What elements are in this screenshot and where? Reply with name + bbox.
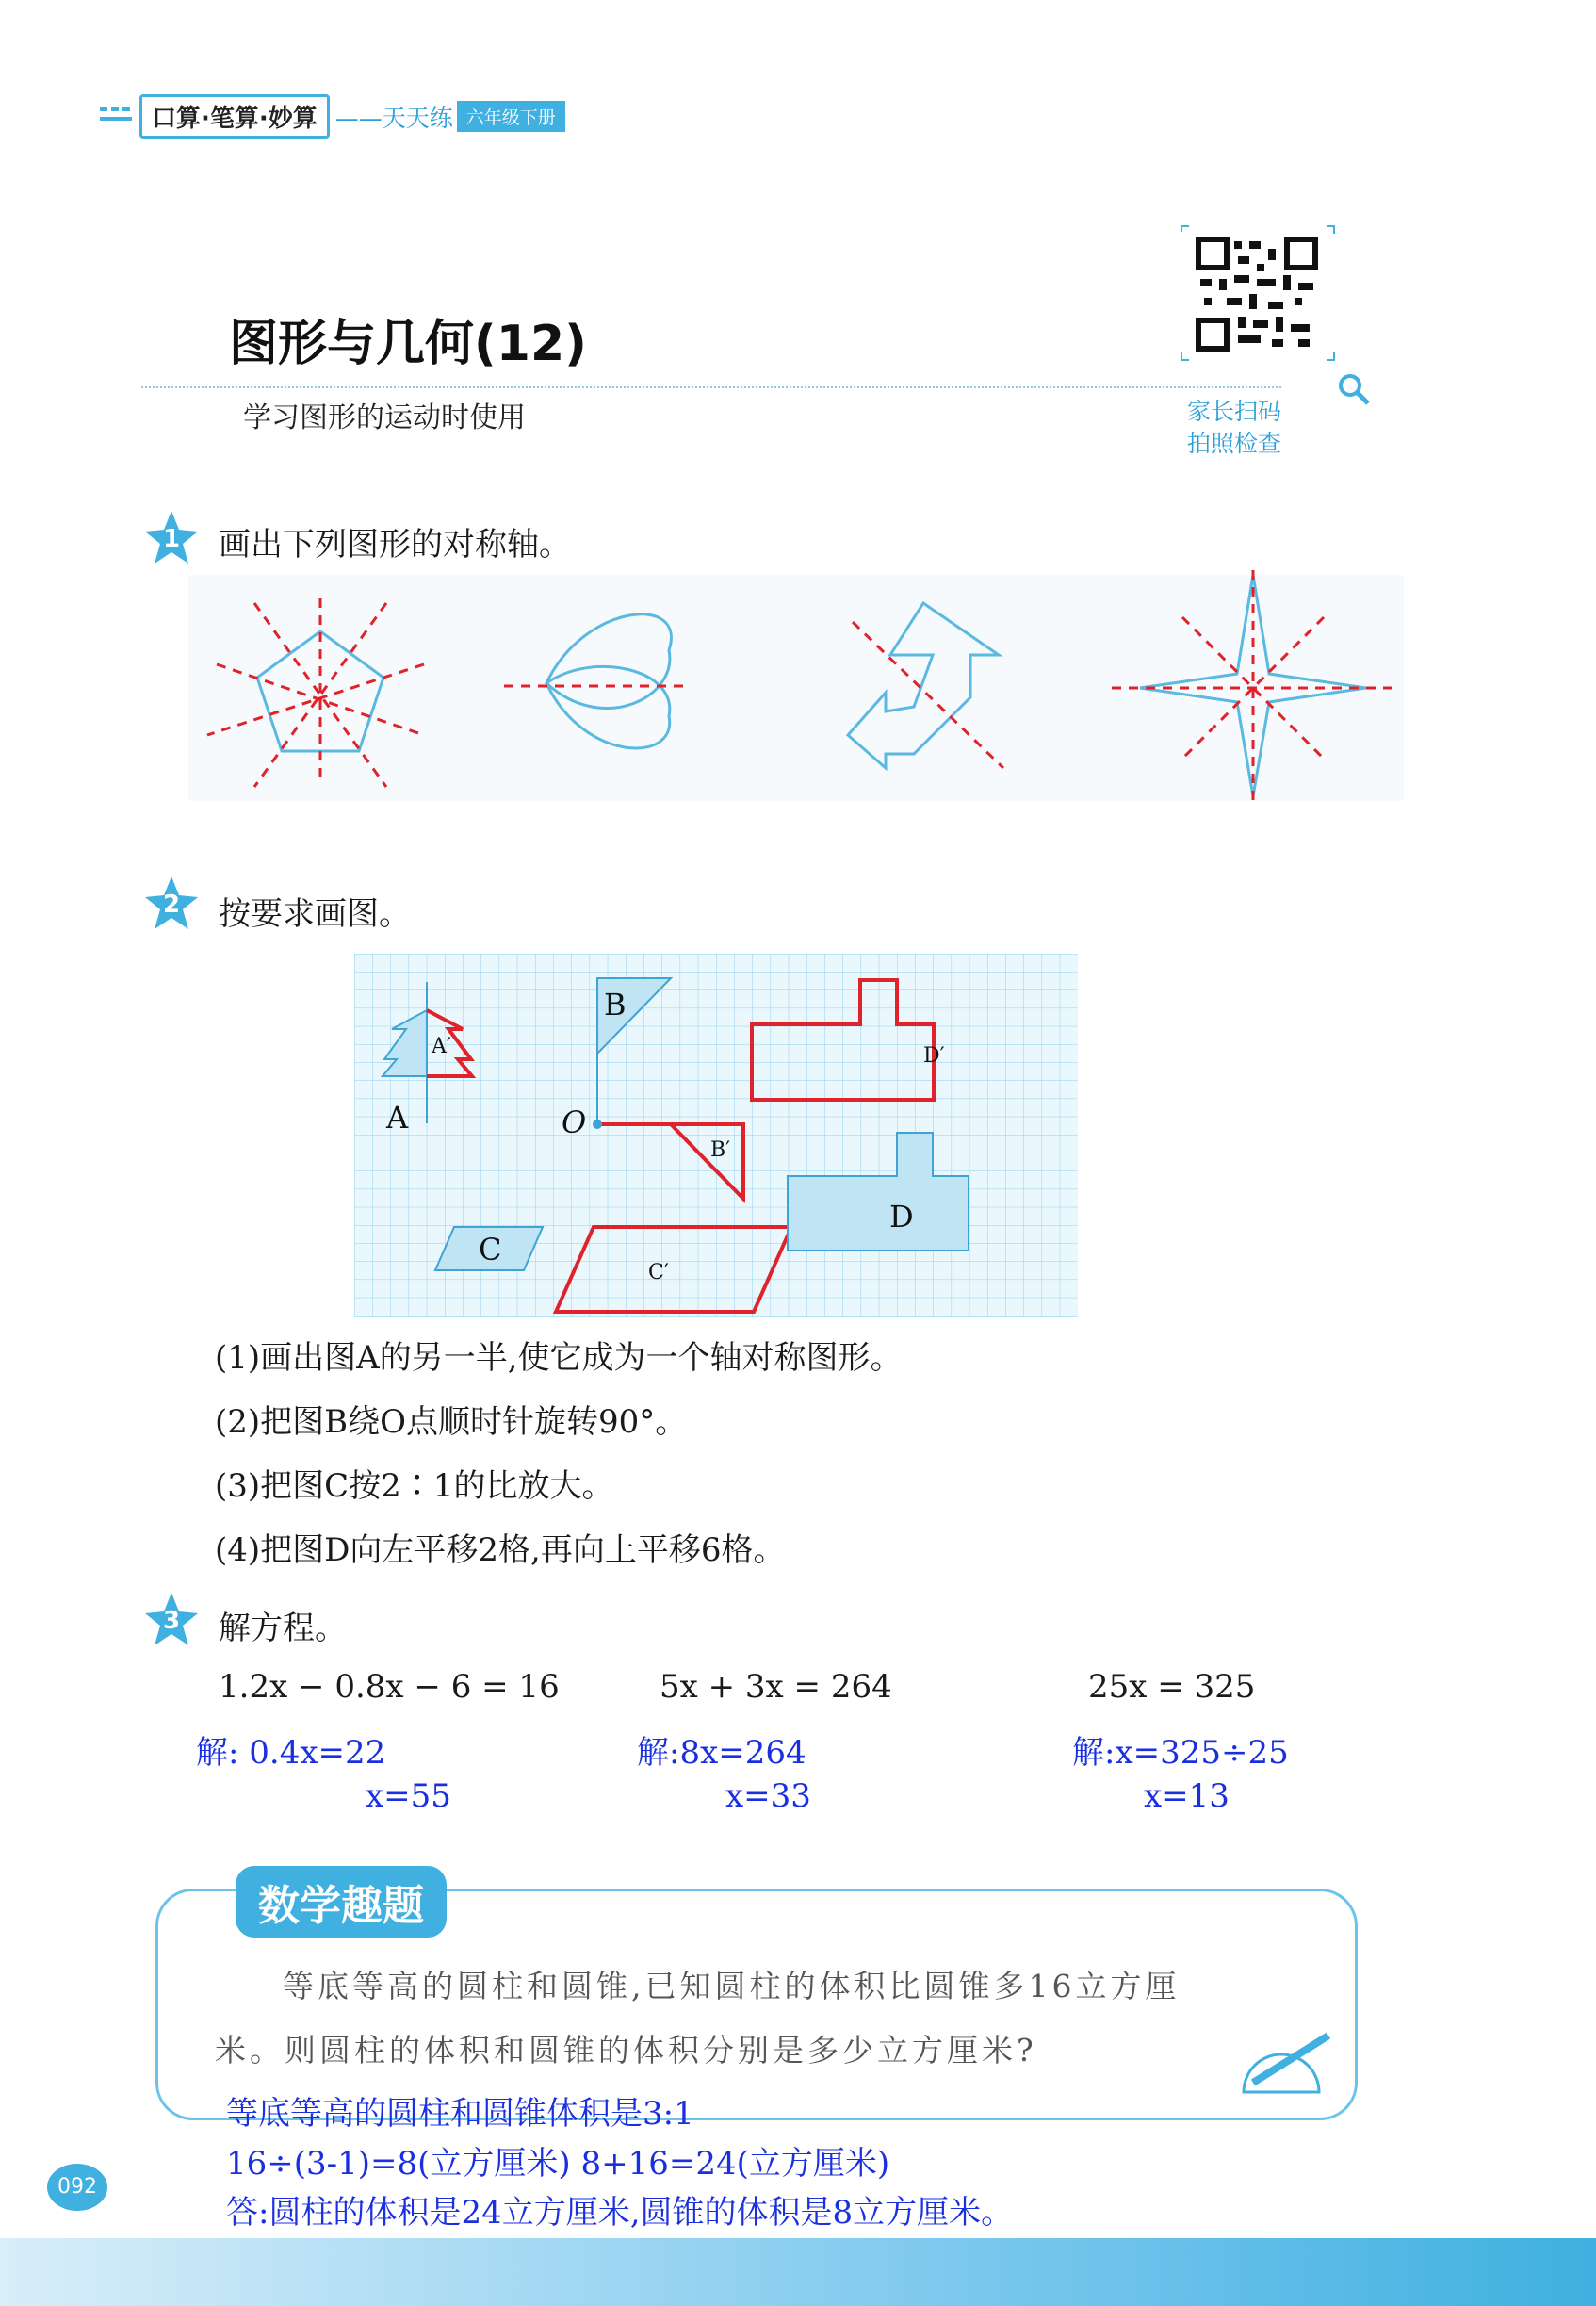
page-subtitle: 学习图形的运动时使用 [243,401,526,434]
fun-answer-line2: 16÷(3-1)=8(立方厘米) 8+16=24(立方厘米) [226,2145,890,2183]
q2-item-4: (4)把图D向左平移2格,再向上平移6格。 [215,1531,786,1569]
ruler-protractor-icon [1234,2026,1338,2102]
label-b: B [604,987,627,1022]
solution-3-step1: 解:x=325÷25 [1072,1734,1289,1772]
label-b-prime: B′ [710,1138,731,1162]
label-c: C [479,1232,502,1267]
q1-text: 画出下列图形的对称轴。 [219,526,571,564]
book-title: 口算·笔算·妙算 [139,94,330,139]
fun-problem-title: 数学趣题 [236,1866,447,1938]
q2-item-2: (2)把图B绕O点顺时针旋转90°。 [215,1403,688,1441]
bottom-decoration [0,2238,1596,2306]
series-name: ——天天练 [334,104,453,132]
q3-text: 解方程。 [219,1610,347,1647]
label-a-prime: A′ [432,1035,451,1058]
question-number-star-icon [143,509,200,565]
q3-number: 3 [162,1607,181,1635]
fun-answer-line3: 答:圆柱的体积是24立方厘米,圆锥的体积是8立方厘米。 [226,2194,1014,2232]
equation-1: 1.2x − 0.8x − 6 = 16 [219,1668,560,1706]
equation-2: 5x + 3x = 264 [660,1668,892,1706]
fun-problem-line1: 等底等高的圆柱和圆锥,已知圆柱的体积比圆锥多16立方厘 [283,1968,1181,2004]
solution-1-step1: 解: 0.4x=22 [196,1734,386,1772]
magnifier-icon [1336,371,1374,409]
title-divider [141,386,1281,388]
q2-grid [354,954,1078,1317]
qr-label-line2: 拍照检查 [1187,430,1282,457]
q2-number: 2 [162,891,181,919]
equation-3: 25x = 325 [1088,1668,1256,1706]
qr-label-line1: 家长扫码 [1187,398,1282,425]
question-number-star-icon [143,1591,200,1647]
running-header [139,94,565,139]
label-d-prime: D′ [923,1044,945,1068]
q1-number: 1 [162,525,181,553]
header-decoration-icon [98,104,136,126]
page-title: 图形与几何(12) [229,316,587,372]
q2-text: 按要求画图。 [219,895,411,933]
q1-figures [188,565,1404,810]
grade-label: 六年级下册 [457,101,565,132]
page-number: 092 [47,2164,107,2211]
solution-1-step2: x=55 [366,1777,451,1815]
fun-answer-line1: 等底等高的圆柱和圆锥体积是3:1 [226,2095,694,2133]
solution-3-step2: x=13 [1144,1777,1230,1815]
label-o: O [562,1104,587,1140]
fun-problem-line2: 米。则圆柱的体积和圆锥的体积分别是多少立方厘米? [215,2032,1037,2069]
label-a: A [386,1100,409,1136]
label-d: D [889,1199,914,1235]
q2-item-1: (1)画出图A的另一半,使它成为一个轴对称图形。 [215,1339,903,1377]
qr-code-icon[interactable] [1178,222,1338,364]
label-c-prime: C′ [648,1261,669,1284]
q2-item-3: (3)把图C按2∶1的比放大。 [215,1467,614,1505]
question-number-star-icon [143,875,200,931]
solution-2-step1: 解:8x=264 [637,1734,806,1772]
qr-label [1187,396,1281,460]
solution-2-step2: x=33 [725,1777,811,1815]
